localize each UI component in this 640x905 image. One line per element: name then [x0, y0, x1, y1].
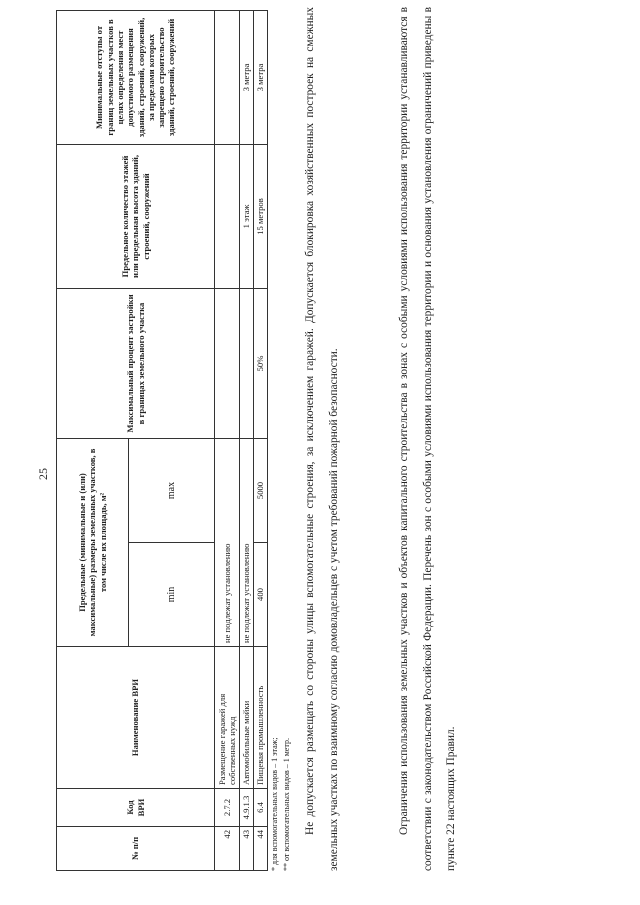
row-setbacks: 3 метра [253, 10, 267, 144]
table-row [253, 10, 267, 870]
page-number: 25 [36, 468, 50, 480]
row-size: не подлежат установлению [215, 438, 240, 646]
row-setbacks [215, 10, 240, 144]
header-num: № п/п [57, 827, 215, 871]
paragraph-garages: Не допускается размещать со стороны улицы вспомогательные строения, за исключением гаражей. Допускается блокировка хозяйственных построек на смежных земельных участках по взаимному согласию домовладельцев с учетом требований пожарной безопасности. [304, 7, 340, 871]
header-setbacks: Минимальные отступы от границ земельных участков в целях определения мест допустимого размещения зданий, строений, сооружений, за пределами которых запрещено строительство зданий, строений, сооружений [57, 10, 215, 144]
table-row [239, 10, 253, 870]
header-coverage: Максимальный процент застройки в границах земельного участка [57, 288, 215, 438]
row-code: 2.7.2 [215, 789, 240, 827]
row-floors: 15 метров [253, 144, 267, 288]
row-num: 44 [253, 827, 267, 871]
row-name: Автомобильные мойки [239, 647, 253, 789]
row-code: 6.4 [253, 789, 267, 827]
row-code: 4.9.1.3 [239, 789, 253, 827]
row-coverage [215, 288, 240, 438]
header-floors: Предельное количество этажей или предельная высота зданий, строений, сооружений [57, 144, 215, 288]
row-size: не подлежат установлению [239, 438, 253, 646]
paragraph-restrictions: Ограничения использования земельных участков и объектов капитального строительства в зонах с особыми условиями использования территории устанавливаются в соответствии с законодательством Российской Федерации. Перечень зон с особыми условиями использования территории и основания установления ограничений приведены в пункте 22 настоящих Правил. [398, 7, 457, 871]
row-coverage: 50% [253, 288, 267, 438]
table-header-row [57, 10, 129, 870]
row-name: Размещение гаражей для собственных нужд [215, 647, 240, 789]
header-min: min [129, 543, 215, 647]
table-row [215, 10, 240, 870]
footnote: ** от вспомогательных видов – 1 метр. [282, 738, 291, 871]
row-num: 42 [215, 827, 240, 871]
header-code: Код ВРИ [57, 789, 215, 827]
header-size-group: Предельные (минимальные и (или) максимальные) размеры земельных участков, в том числе их площадь, м² [57, 438, 129, 646]
row-min: 400 [253, 543, 267, 647]
row-coverage [239, 288, 253, 438]
header-name: Наименование ВРИ [57, 647, 215, 789]
header-max: max [129, 438, 215, 542]
row-setbacks: 3 метра [239, 10, 253, 144]
row-name: Пищевая промышленность [253, 647, 267, 789]
row-floors: 1 этаж [239, 144, 253, 288]
row-num: 43 [239, 827, 253, 871]
table-footnotes [269, 738, 293, 871]
row-floors [215, 144, 240, 288]
row-max: 5000 [253, 438, 267, 542]
regulations-table [56, 11, 268, 871]
footnote: * для вспомогательных видов – 1 этаж; [270, 737, 279, 871]
